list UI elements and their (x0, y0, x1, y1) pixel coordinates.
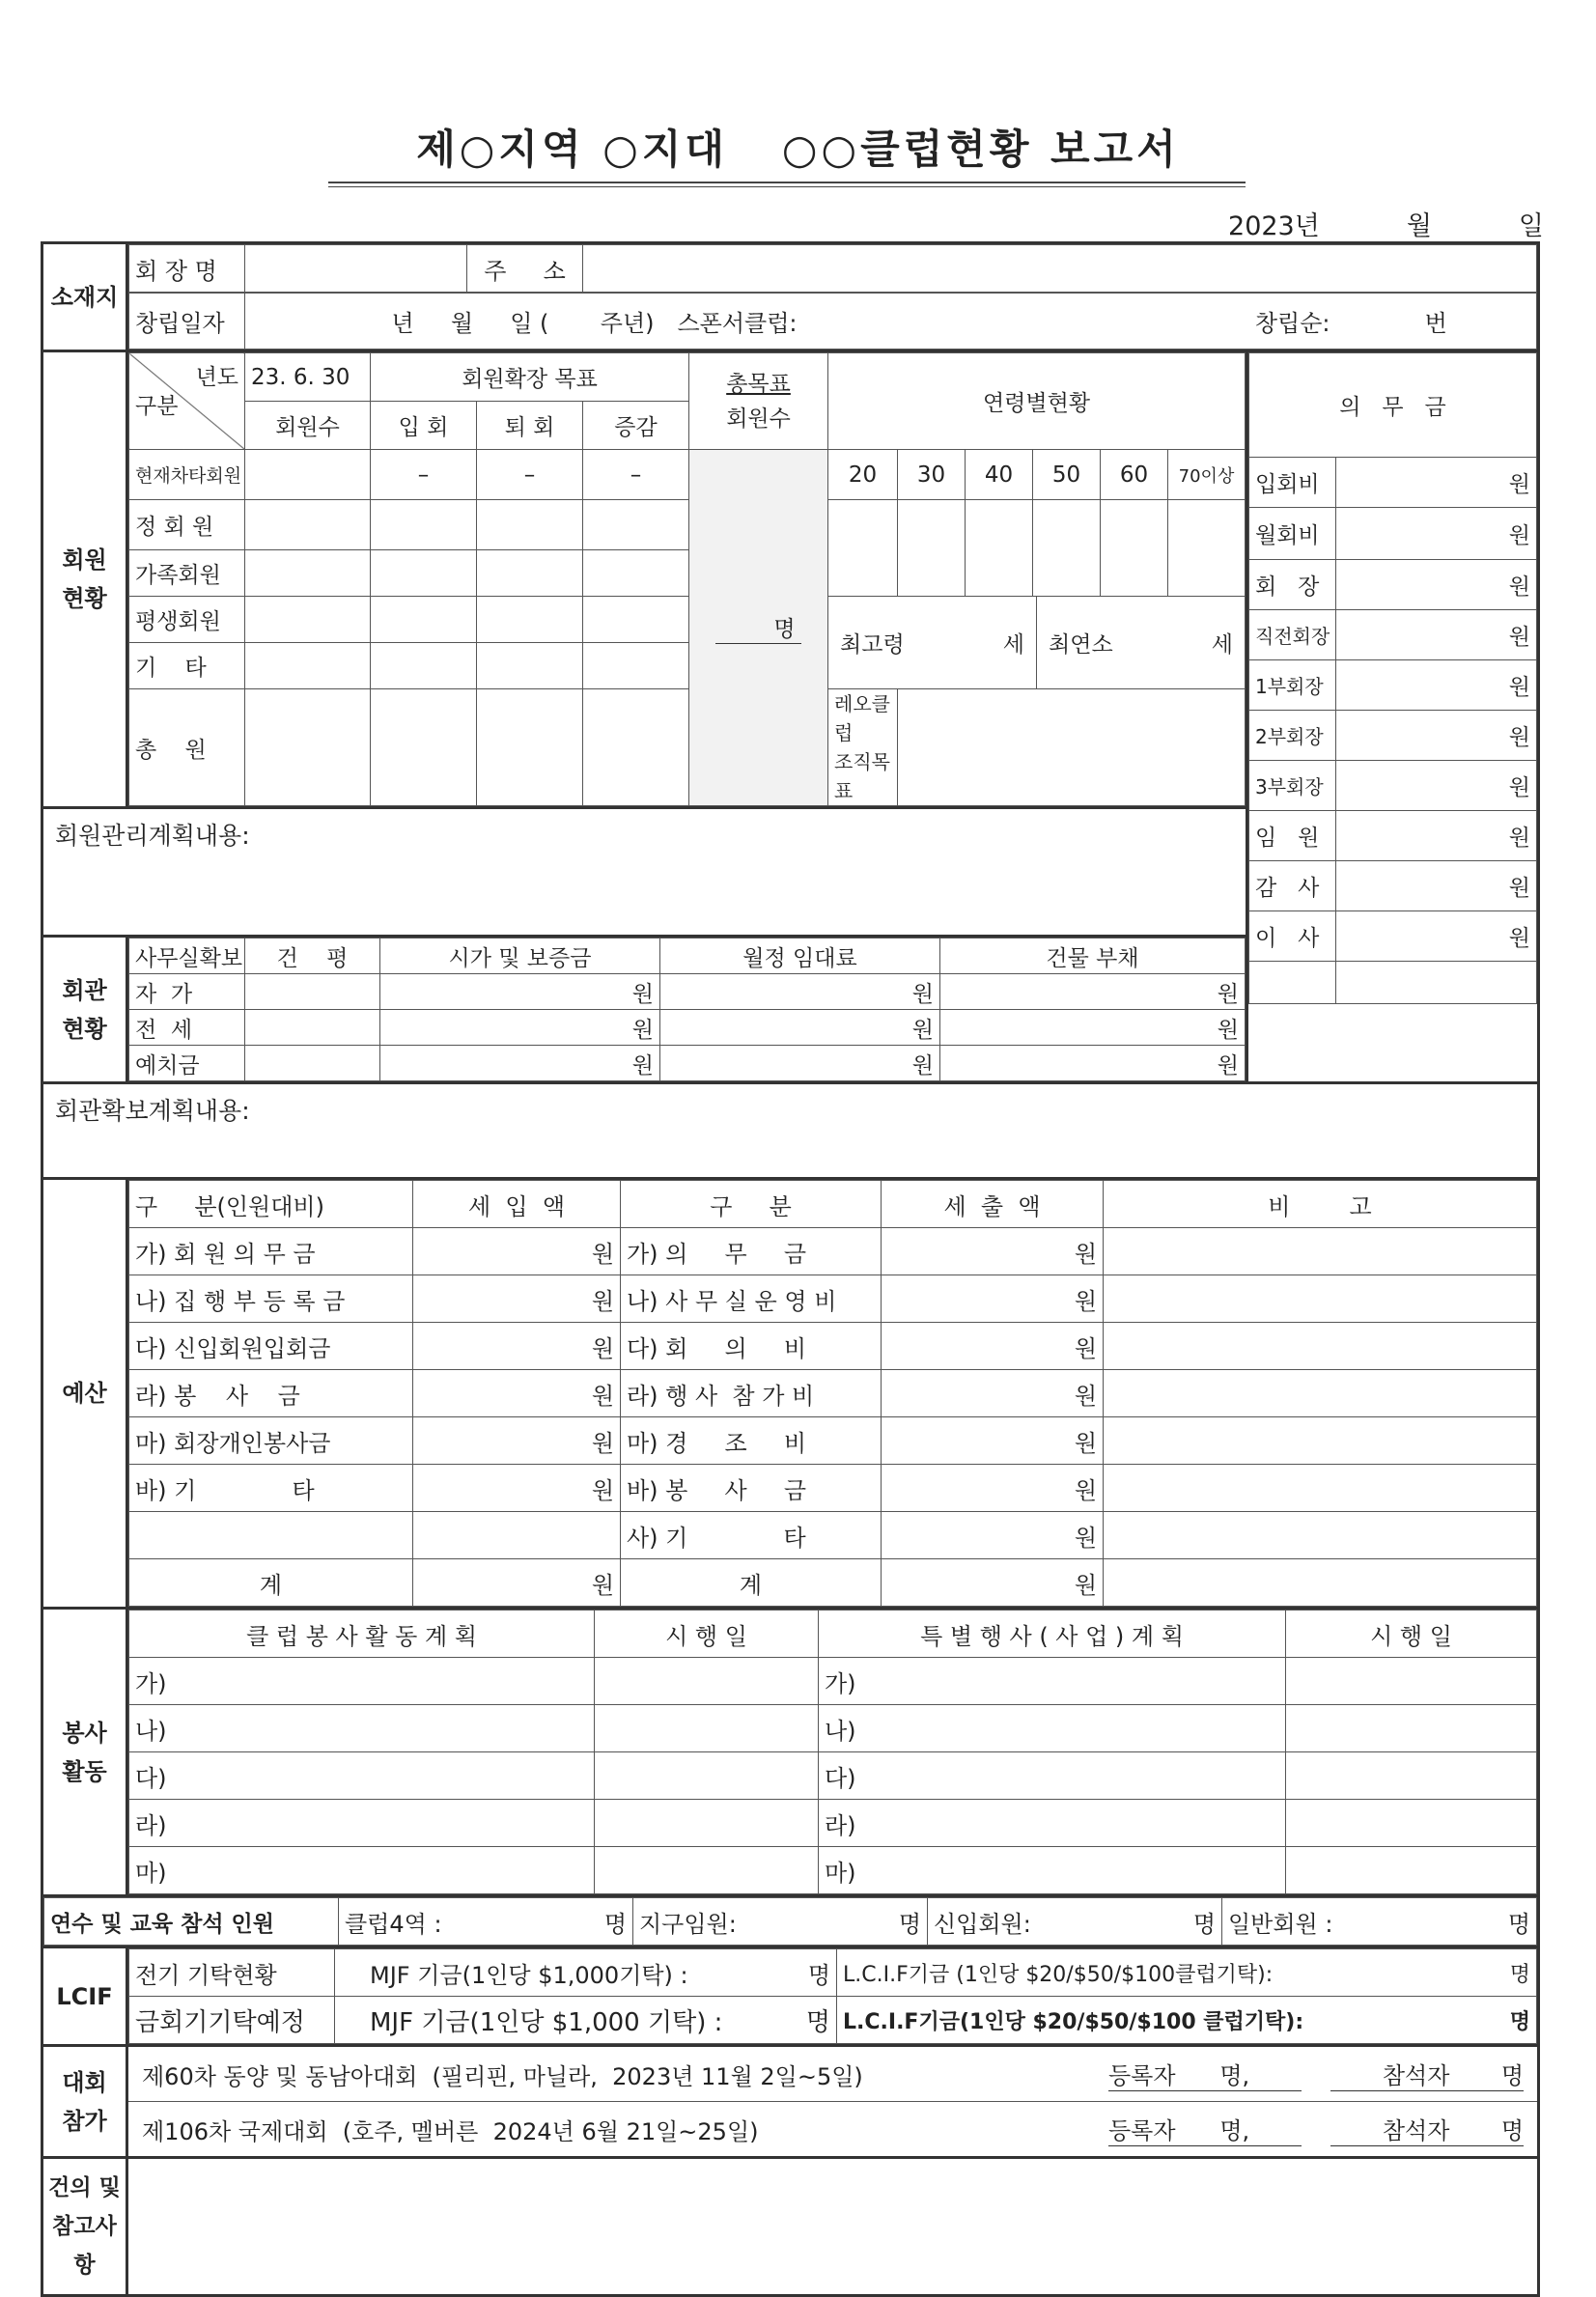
special-plan[interactable]: 마) (819, 1847, 1286, 1894)
budget-note[interactable] (1104, 1465, 1537, 1512)
special-plan[interactable]: 라) (819, 1800, 1286, 1847)
member-cell[interactable] (477, 643, 583, 689)
special-plan[interactable]: 다) (819, 1752, 1286, 1800)
address-label: 주 소 (467, 245, 583, 293)
budget-note[interactable] (1104, 1370, 1537, 1417)
expense-amount[interactable]: 원 (882, 1370, 1104, 1417)
hall-plan-section (41, 1081, 1540, 1180)
member-plan[interactable] (43, 809, 1246, 938)
member-cell[interactable] (245, 450, 371, 500)
dues-amount[interactable]: 원 (1336, 458, 1537, 508)
dues-table (1248, 352, 1537, 1004)
date-day: 일 (1518, 211, 1544, 241)
dues-title: 의 무 금 (1249, 353, 1537, 458)
lcif-lcif[interactable] (837, 1949, 1537, 1997)
hall-cell[interactable]: 원 (660, 974, 940, 1010)
training-item-unit: 명 (603, 1910, 627, 1938)
hall-cell[interactable]: 원 (380, 1046, 660, 1081)
lcif-lcif[interactable] (837, 1997, 1537, 2044)
convention-att[interactable]: 참석자 명 (1330, 2057, 1524, 2091)
income-amount[interactable]: 원 (413, 1275, 621, 1323)
age-50: 50 (1033, 450, 1101, 500)
hall-cell[interactable]: 원 (660, 1046, 940, 1081)
location-label: 소재지 (43, 244, 128, 350)
expense-item: 라) 행 사 참 가 비 (621, 1370, 882, 1417)
lcif-mjf-label: MJF 기금(1인당 $1,000 기탁) : (370, 2007, 723, 2037)
dues-amount[interactable]: 원 (1336, 711, 1537, 761)
dues-item: 2부회장 (1249, 711, 1336, 761)
expense-amount[interactable]: 원 (882, 1323, 1104, 1370)
income-item: 다) 신입회원입회금 (129, 1323, 413, 1370)
lcif-mjf-label: MJF 기금(1인당 $1,000기탁) : (370, 1961, 688, 1989)
total-members-label: 회원수 (726, 406, 791, 432)
expense-item: 바) 봉 사 금 (621, 1465, 882, 1512)
age-cell[interactable] (1033, 500, 1101, 597)
service-plan[interactable]: 나) (129, 1705, 595, 1752)
special-plan[interactable]: 나) (819, 1705, 1286, 1752)
dues-item: 3부회장 (1249, 761, 1336, 811)
service-header: 시 행 일 (1286, 1611, 1537, 1658)
dues-item: 입회비 (1249, 458, 1336, 508)
service-date[interactable] (595, 1752, 819, 1800)
year-category-header (129, 353, 245, 450)
training-item[interactable] (339, 1898, 633, 1946)
expense-amount[interactable]: 원 (882, 1275, 1104, 1323)
hall-col: 건 평 (245, 938, 380, 974)
service-label: 봉사 활동 (43, 1610, 128, 1894)
president-label: 회 장 명 (129, 245, 245, 293)
income-item: 가) 회 원 의 무 금 (129, 1228, 413, 1275)
lcif-lcif-label: L.C.I.F기금 (1인당 $20/$50/$100클럽기탁): (843, 1962, 1274, 1987)
dues-amount[interactable]: 원 (1336, 560, 1537, 610)
hall-row: 예치금 (129, 1046, 245, 1081)
year-label: 년도 (195, 365, 238, 390)
member-cell[interactable] (245, 500, 371, 550)
dues-amount[interactable]: 원 (1336, 761, 1537, 811)
service-section (41, 1610, 1540, 1897)
service-table (128, 1610, 1537, 1894)
hall-cell[interactable] (245, 1010, 380, 1046)
dues-item: 이 사 (1249, 911, 1336, 962)
dues-amount[interactable]: 원 (1336, 811, 1537, 861)
training-item[interactable] (633, 1898, 928, 1946)
member-cell[interactable] (583, 643, 689, 689)
expense-total-label: 계 (621, 1559, 882, 1607)
hall-row: 자 가 (129, 974, 245, 1010)
convention-row (128, 2102, 1537, 2156)
service-date[interactable] (595, 1705, 819, 1752)
hall-cell[interactable]: 원 (940, 1046, 1246, 1081)
lcif-lcif-label: L.C.I.F기금(1인당 $20/$50/$100 클럽기탁): (843, 2009, 1304, 2034)
service-date[interactable] (595, 1658, 819, 1705)
training-item-label: 신입회원: (934, 1910, 1031, 1938)
expense-item: 다) 회 의 비 (621, 1323, 882, 1370)
special-date[interactable] (1286, 1752, 1537, 1800)
member-cell[interactable]: – (477, 450, 583, 500)
age-cell[interactable] (966, 500, 1033, 597)
expense-amount[interactable]: 원 (882, 1417, 1104, 1465)
hall-plan[interactable] (43, 1084, 1537, 1177)
service-plan[interactable]: 라) (129, 1800, 595, 1847)
service-plan[interactable]: 다) (129, 1752, 595, 1800)
youngest-unit: 세 (1211, 632, 1234, 658)
income-amount[interactable] (413, 1512, 621, 1559)
convention-label: 대회 참가 (43, 2047, 128, 2156)
hall-col: 건물 부채 (940, 938, 1246, 974)
age-40: 40 (966, 450, 1033, 500)
member-cell[interactable]: – (371, 450, 477, 500)
training-label: 연수 및 교육 참석 인원 (44, 1898, 339, 1946)
member-cell[interactable] (583, 550, 689, 597)
budget-section (41, 1180, 1540, 1610)
dues-amount[interactable]: 원 (1336, 911, 1537, 962)
member-cell[interactable] (583, 689, 689, 806)
age-cell[interactable] (1168, 500, 1246, 597)
date-year: 2023년 (1228, 211, 1320, 241)
row-label: 현재차타회원 (129, 450, 245, 500)
hall-cell[interactable]: 원 (660, 1010, 940, 1046)
budget-header: 세 입 액 (413, 1181, 621, 1228)
dues-amount[interactable]: 원 (1336, 610, 1537, 660)
hall-cell[interactable]: 원 (940, 1010, 1246, 1046)
age-30: 30 (898, 450, 966, 500)
leo-line2: 조직목표 (834, 750, 890, 802)
row-label: 가족회원 (129, 550, 245, 597)
category-label: 구분 (135, 394, 179, 419)
service-plan[interactable]: 가) (129, 1658, 595, 1705)
lcif-label: LCIF (43, 1948, 128, 2044)
dues-item: 직전회장 (1249, 610, 1336, 660)
service-date[interactable] (595, 1847, 819, 1894)
convention-section (41, 2047, 1540, 2159)
lcif-row-label: 금회기기탁예정 (129, 1997, 335, 2044)
member-cell[interactable] (245, 643, 371, 689)
members-hall-section (41, 352, 1540, 1081)
dues-amount[interactable]: 원 (1336, 861, 1537, 911)
lcif-section (41, 1948, 1540, 2047)
budget-table (128, 1180, 1537, 1607)
member-cell[interactable] (371, 643, 477, 689)
training-table (43, 1897, 1537, 1946)
age-cell[interactable] (1101, 500, 1168, 597)
sponsor-label: 스폰서클럽: (660, 294, 1066, 350)
convention-reg[interactable]: 등록자 명, (1108, 2112, 1302, 2146)
col-leave: 퇴 회 (477, 402, 583, 450)
dues-item: 감 사 (1249, 861, 1336, 911)
age-cell[interactable] (828, 500, 898, 597)
member-cell[interactable]: – (583, 450, 689, 500)
income-amount[interactable]: 원 (413, 1323, 621, 1370)
convention-text: 제60차 동양 및 동남아대회 (필리핀, 마닐라, 2023년 11월 2일~5일) (142, 2062, 863, 2090)
expense-item: 사) 기 타 (621, 1512, 882, 1559)
income-item: 라) 봉 사 금 (129, 1370, 413, 1417)
service-plan[interactable]: 마) (129, 1847, 595, 1894)
member-cell[interactable] (583, 597, 689, 643)
income-amount[interactable]: 원 (413, 1370, 621, 1417)
hall-cell[interactable]: 원 (380, 1010, 660, 1046)
service-header: 시 행 일 (595, 1611, 819, 1658)
budget-note[interactable] (1104, 1275, 1537, 1323)
founded-value[interactable]: 년 월 일 ( 주년) (245, 294, 660, 350)
training-section (41, 1897, 1540, 1948)
lcif-mjf[interactable] (335, 1997, 837, 2044)
special-date[interactable] (1286, 1658, 1537, 1705)
hall-plan-label: 회관확보계획내용: (55, 1097, 250, 1125)
row-label: 평생회원 (129, 597, 245, 643)
budget-note[interactable] (1104, 1512, 1537, 1559)
hall-col: 시가 및 보증금 (380, 938, 660, 974)
budget-header: 비 고 (1104, 1181, 1537, 1228)
remarks-label: 건의 및 참고사항 (43, 2159, 128, 2294)
income-item: 나) 집 행 부 등 록 금 (129, 1275, 413, 1323)
training-item-label: 일반회원 : (1228, 1910, 1333, 1938)
member-cell[interactable] (245, 550, 371, 597)
expense-amount[interactable]: 원 (882, 1512, 1104, 1559)
president-field[interactable] (245, 245, 467, 293)
leo-label (828, 689, 898, 806)
dues-item: 1부회장 (1249, 660, 1336, 711)
remarks-field[interactable] (128, 2159, 1537, 2294)
member-cell[interactable] (371, 597, 477, 643)
total-unit: 명 (715, 611, 800, 644)
income-item: 바) 기 타 (129, 1465, 413, 1512)
income-item[interactable] (129, 1512, 413, 1559)
age-cell[interactable] (898, 500, 966, 597)
total-target-header (689, 353, 828, 450)
income-total[interactable]: 원 (413, 1559, 621, 1607)
member-cell[interactable] (583, 500, 689, 550)
training-item-label: 클럽4역 : (345, 1910, 442, 1938)
page-title: 제○지역 ○지대 ○○클럽현황 보고서 (416, 126, 1180, 173)
order-unit: 번 (1336, 294, 1537, 350)
budget-header: 구 분 (621, 1181, 882, 1228)
training-item-unit: 명 (898, 1910, 921, 1938)
dues-amount[interactable]: 원 (1336, 660, 1537, 711)
lcif-mjf-unit: 명 (807, 1961, 830, 1989)
budget-header: 구 분(인원대비) (129, 1181, 413, 1228)
income-amount[interactable]: 원 (413, 1417, 621, 1465)
special-date[interactable] (1286, 1800, 1537, 1847)
member-cell[interactable] (477, 500, 583, 550)
dues-item: 회 장 (1249, 560, 1336, 610)
lcif-lcif-unit: 명 (1509, 1962, 1530, 1987)
convention-row (128, 2047, 1537, 2102)
target-header: 회원확장 목표 (371, 353, 689, 402)
dues-item (1249, 962, 1336, 1004)
hall-cell[interactable] (245, 1046, 380, 1081)
budget-header: 세 출 액 (882, 1181, 1104, 1228)
member-cell[interactable] (477, 550, 583, 597)
expense-amount[interactable]: 원 (882, 1465, 1104, 1512)
col-members: 회원수 (245, 402, 371, 450)
dues-amount[interactable] (1336, 962, 1537, 1004)
leo-field[interactable] (898, 689, 1246, 806)
expense-item: 가) 의 무 금 (621, 1228, 882, 1275)
address-field[interactable] (583, 245, 1537, 293)
convention-text: 제106차 국제대회 (호주, 멜버른 2024년 6월 21일~25일) (142, 2117, 759, 2145)
special-date[interactable] (1286, 1847, 1537, 1894)
member-cell[interactable] (477, 597, 583, 643)
row-label: 총 원 (129, 689, 245, 806)
lcif-table (128, 1948, 1537, 2044)
lcif-mjf[interactable] (335, 1949, 837, 1997)
hall-row: 전 세 (129, 1010, 245, 1046)
youngest-label: 최연소 (1049, 632, 1113, 658)
budget-note[interactable] (1104, 1228, 1537, 1275)
report-form (41, 241, 1540, 2297)
dues-item: 임 원 (1249, 811, 1336, 861)
total-target-cell[interactable] (689, 450, 828, 806)
oldest-label: 최고령 (840, 632, 905, 658)
lcif-lcif-unit: 명 (1509, 2009, 1530, 2034)
member-cell[interactable] (477, 689, 583, 806)
remarks-section (41, 2159, 1540, 2297)
income-item: 마) 회장개인봉사금 (129, 1417, 413, 1465)
col-join: 입 회 (371, 402, 477, 450)
member-cell[interactable] (371, 550, 477, 597)
training-item-label: 지구임원: (639, 1910, 737, 1938)
special-date[interactable] (1286, 1705, 1537, 1752)
income-amount[interactable]: 원 (413, 1465, 621, 1512)
members-table (128, 352, 1246, 806)
expense-item: 나) 사 무 실 운 영 비 (621, 1275, 882, 1323)
training-item-unit: 명 (1192, 1910, 1216, 1938)
member-cell[interactable] (245, 597, 371, 643)
date-col-header: 23. 6. 30 (245, 353, 371, 402)
hall-col: 월정 임대료 (660, 938, 940, 974)
hall-table (128, 938, 1246, 1081)
budget-label: 예산 (43, 1180, 128, 1607)
total-target-label: 총목표 (726, 371, 791, 397)
hall-cell[interactable]: 원 (380, 974, 660, 1010)
age-20: 20 (828, 450, 898, 500)
service-header: 특 별 행 사 ( 사 업 ) 계 획 (819, 1611, 1286, 1658)
convention-reg[interactable]: 등록자 명, (1108, 2057, 1302, 2091)
budget-note[interactable] (1104, 1323, 1537, 1370)
convention-att[interactable]: 참석자 명 (1330, 2112, 1524, 2146)
service-date[interactable] (595, 1800, 819, 1847)
date-month: 월 (1406, 211, 1432, 241)
member-plan-label: 회원관리계획내용: (55, 822, 250, 850)
member-cell[interactable] (371, 689, 477, 806)
date-line (1228, 205, 1544, 242)
hall-col: 사무실확보 (129, 938, 245, 974)
col-change: 증감 (583, 402, 689, 450)
age-60: 60 (1101, 450, 1168, 500)
budget-note[interactable] (1104, 1417, 1537, 1465)
hall-cell[interactable]: 원 (940, 974, 1246, 1010)
lcif-row-label: 전기 기탁현황 (129, 1949, 335, 1997)
dues-item: 월회비 (1249, 508, 1336, 560)
order-label: 창립순: (1066, 294, 1336, 350)
training-item[interactable] (1222, 1898, 1537, 1946)
member-cell[interactable] (245, 689, 371, 806)
expense-amount[interactable]: 원 (882, 1228, 1104, 1275)
age-70: 70이상 (1168, 450, 1246, 500)
row-label: 정 회 원 (129, 500, 245, 550)
age-status-header: 연령별현황 (828, 353, 1246, 450)
row-label: 기 타 (129, 643, 245, 689)
income-amount[interactable]: 원 (413, 1228, 621, 1275)
dues-column (1246, 352, 1537, 1081)
training-item-unit: 명 (1507, 1910, 1530, 1938)
members-label: 회원 현황 (43, 352, 128, 806)
title-underline (328, 182, 1246, 187)
leo-line1: 레오클럽 (834, 692, 890, 744)
service-header: 클 럽 봉 사 활 동 계 획 (129, 1611, 595, 1658)
expense-item: 마) 경 조 비 (621, 1417, 882, 1465)
member-cell[interactable] (371, 500, 477, 550)
founded-label: 창립일자 (129, 294, 245, 350)
hall-label: 회관 현황 (43, 938, 128, 1081)
special-plan[interactable]: 가) (819, 1658, 1286, 1705)
dues-amount[interactable]: 원 (1336, 508, 1537, 560)
budget-note[interactable] (1104, 1559, 1537, 1607)
hall-cell[interactable] (245, 974, 380, 1010)
oldest-unit: 세 (1002, 632, 1025, 658)
location-section (41, 241, 1540, 352)
expense-total[interactable]: 원 (882, 1559, 1104, 1607)
training-item[interactable] (928, 1898, 1222, 1946)
age-extremes (828, 597, 1246, 689)
income-total-label: 계 (129, 1559, 413, 1607)
lcif-mjf-unit: 명 (805, 2007, 830, 2037)
